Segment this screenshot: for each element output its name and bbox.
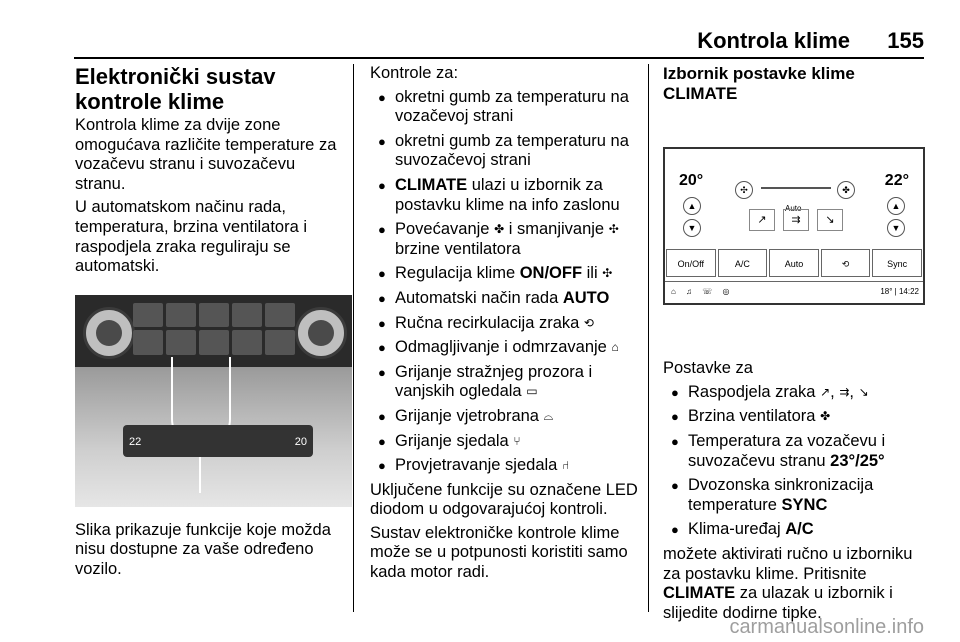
fan-speed-icon: ✤ [820, 409, 831, 424]
column-2 [370, 64, 640, 587]
controls-intro: Kontrole za: [370, 64, 459, 82]
screen-fan-down-icon: ✣ [735, 181, 753, 199]
photo-left-knob [83, 307, 135, 359]
list-item: ● Raspodjela zraka ↗, ⇉, ↘ [663, 383, 925, 403]
photo-button-row [133, 303, 295, 355]
list-item: ● Grijanje vjetrobrana ⌓ [370, 407, 640, 427]
screen-left-up-icon: ▲ [683, 197, 701, 215]
photo-right-temp: 20 [294, 435, 307, 448]
screen-status-text: 18° | 14:22 [880, 287, 919, 297]
screen-left-down-icon: ▼ [683, 219, 701, 237]
list-item: ● Povećavanje ✤ i smanjivanje ✣ brzine ventilatora [370, 220, 640, 259]
column-3 [663, 64, 925, 627]
screen-top-area [665, 149, 923, 245]
running-title: Kontrola klime [697, 28, 850, 53]
list-item: ● okretni gumb za temperaturu na vozačevoj strani [370, 88, 640, 127]
settings-list [663, 383, 925, 540]
air-face-feet-icon: ⇉ [839, 384, 850, 399]
watermark: carmanualsonline.info [729, 616, 924, 638]
column-1 [75, 64, 347, 584]
fan-up-icon: ✤ [494, 222, 505, 237]
list-item: ● Klima-uređaj A/C [663, 520, 925, 540]
screen-onoff-button: On/Off [666, 249, 716, 277]
paragraph-auto-mode: U automatskom načinu rada, temperatura, brzina ventilatora i raspodjela zraka reguliraju se automatski. [75, 198, 308, 276]
screen-recirculation-icon: ⟲ [821, 249, 871, 277]
list-item: ● Provjetravanje sjedala ⑁ [370, 456, 640, 476]
column-divider-1 [353, 64, 354, 612]
photo-left-temp: 22 [129, 435, 142, 448]
section-heading: Elektronički sustav kontrole klime [75, 64, 276, 114]
page-header [0, 0, 960, 60]
list-item: ● Temperatura za vozačevu i suvozačevu stranu 23°/25° [663, 432, 925, 471]
menu-heading-line1: Izbornik postavke klime [663, 64, 855, 83]
paragraph-system: Sustav elektroničke kontrole klime može se u potpunosti koristiti samo kada motor radi. [370, 523, 628, 582]
screen-status-bar [665, 281, 923, 302]
menu-heading-line2: CLIMATE [663, 83, 738, 103]
screen-right-up-icon: ▲ [887, 197, 905, 215]
seat-heat-icon: ⑂ [513, 433, 521, 448]
seat-vent-icon: ⑁ [561, 458, 570, 473]
header-rule [74, 57, 924, 59]
fan-off-icon: ✣ [602, 266, 613, 281]
climate-menu-screen [663, 147, 925, 305]
screen-right-down-icon: ▼ [887, 219, 905, 237]
page-number: 155 [887, 28, 924, 53]
screen-fan-slider [761, 187, 831, 189]
settings-intro: Postavke za [663, 359, 753, 378]
screen-sync-button: Sync [872, 249, 922, 277]
defrost-icon: ⌂ [611, 340, 619, 355]
list-item: ● okretni gumb za temperaturu na suvozačevoj strani [370, 132, 640, 171]
screen-auto-button: Auto [769, 249, 819, 277]
photo-caption: Slika prikazuje funkcije koje možda nisu dostupne za vaše određeno vozilo. [75, 520, 331, 578]
photo-lower-panel [123, 425, 313, 457]
list-item: ● Dvozonska sinkronizacija temperature SYNC [663, 476, 925, 515]
list-item: ● Grijanje sjedala ⑂ [370, 432, 640, 452]
paragraph-led: Uključene funkcije su označene LED diodom u odgovarajućoj kontroli. [370, 480, 638, 519]
rear-defrost-icon: ▭ [526, 384, 538, 399]
list-item: ● Odmagljivanje i odmrzavanje ⌂ [370, 338, 640, 358]
screen-left-temp: 20° [679, 172, 704, 190]
screen-auto-label: Auto [785, 204, 802, 214]
list-item: ● Ručna recirkulacija zraka ⟲ [370, 314, 640, 334]
paragraph-final: možete aktivirati ručno u izborniku za postavku klime. Pritisnite CLIMATE za ulazak u izbornik i slijedite dodirne tipke. [663, 544, 913, 622]
list-item: ● Grijanje stražnjeg prozora i vanjskih ogledala ▭ [370, 363, 640, 402]
screen-fan-up-icon: ✤ [837, 181, 855, 199]
screen-button-row [665, 249, 923, 277]
screen-air-feet-icon: ↘ [817, 209, 843, 231]
screen-air-face-icon: ↗ [749, 209, 775, 231]
list-item: ● Automatski način rada AUTO [370, 289, 640, 309]
fan-down-icon: ✣ [608, 222, 619, 237]
column-divider-2 [648, 64, 649, 612]
recirculation-icon: ⟲ [583, 315, 594, 330]
air-feet-icon: ↘ [858, 384, 869, 399]
screen-right-temp: 22° [884, 172, 909, 190]
climate-control-photo [75, 295, 352, 507]
windshield-heat-icon: ⌓ [543, 408, 554, 423]
screen-nav-icons: ⌂ ♫ ☏ ◎ [671, 287, 734, 297]
list-item: ● Brzina ventilatora ✤ [663, 407, 925, 427]
screen-ac-button: A/C [718, 249, 768, 277]
paragraph-intro: Kontrola klime za dvije zone omogućava različite temperature za vozačevu stranu i suvozačevu stranu. [75, 116, 337, 193]
screen-air-face-feet-icon: ⇉ [783, 209, 809, 231]
list-item: ● Regulacija klime ON/OFF ili ✣ [370, 264, 640, 284]
photo-right-knob [295, 307, 347, 359]
air-face-icon: ↗ [820, 384, 831, 399]
controls-list [370, 88, 640, 476]
list-item: ● CLIMATE ulazi u izbornik za postavku klime na info zaslonu [370, 176, 640, 215]
